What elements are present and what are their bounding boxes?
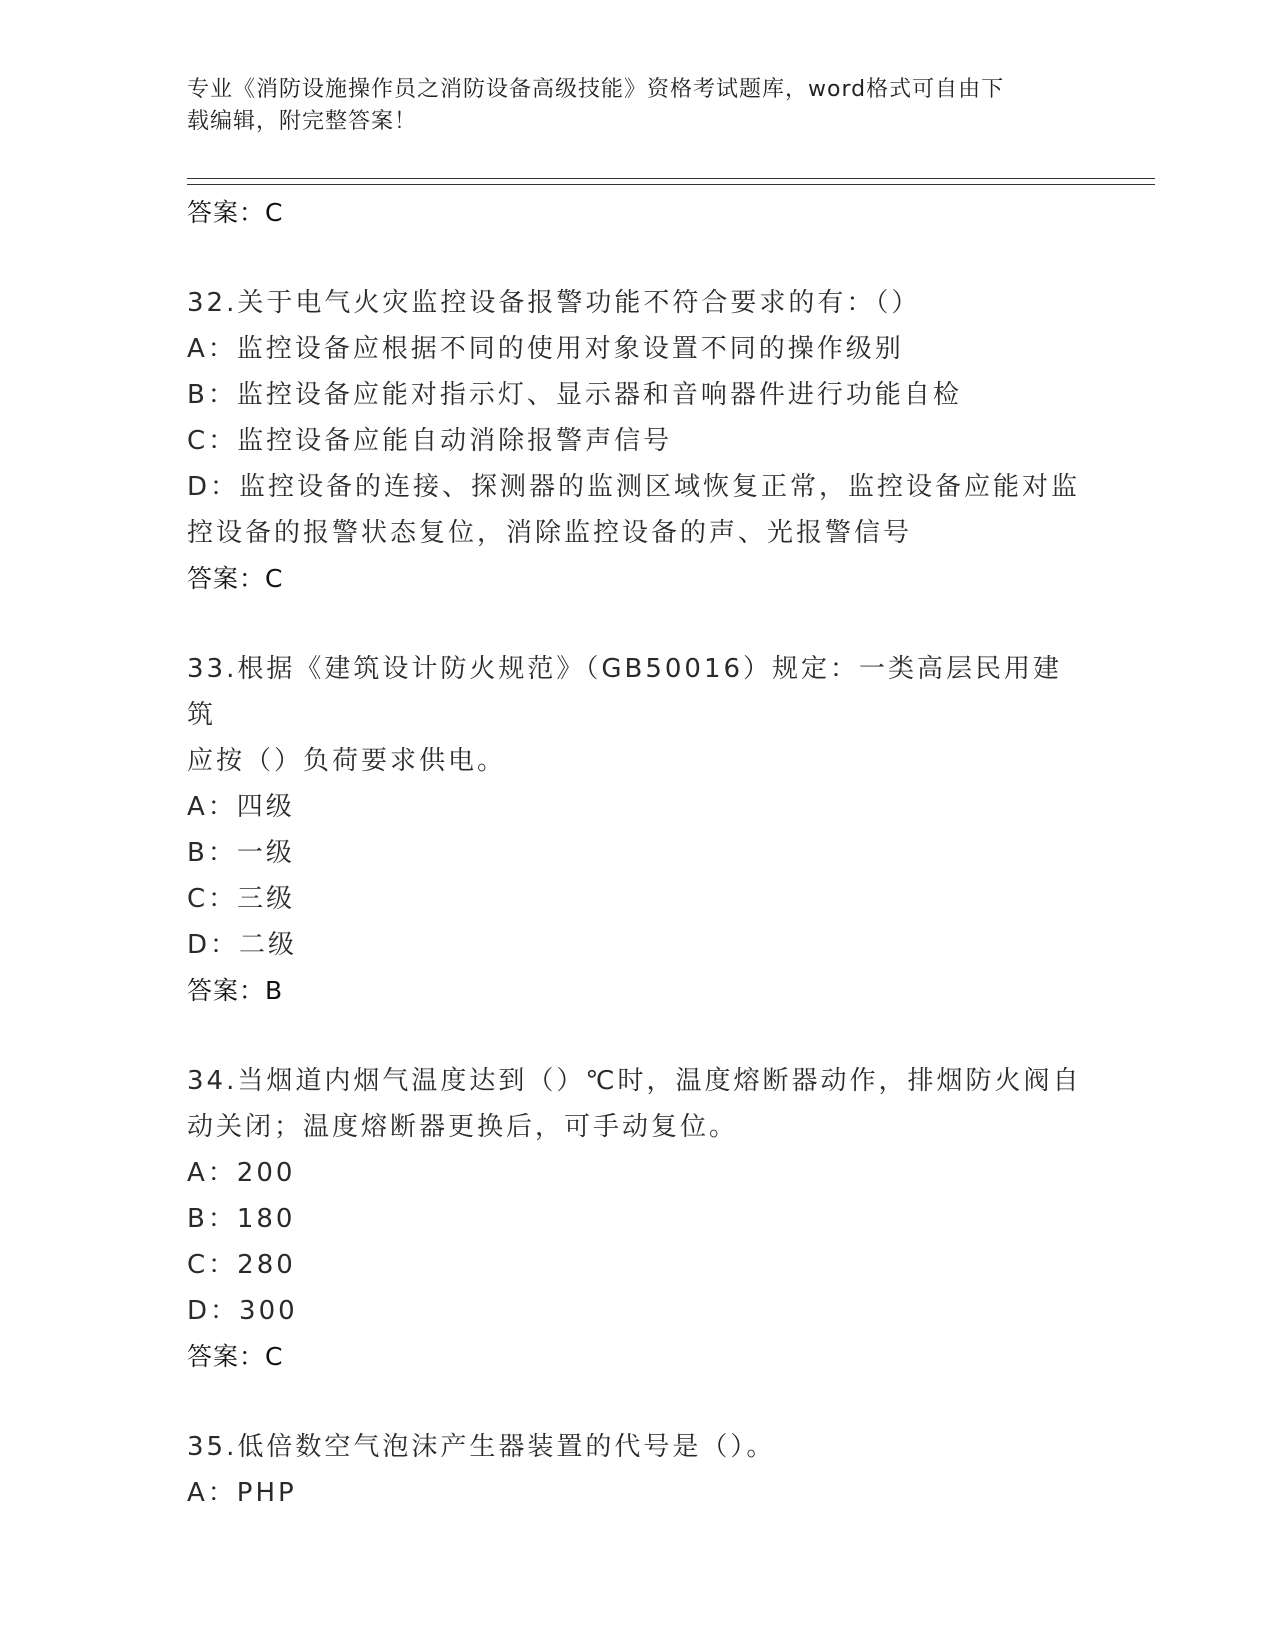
option-b: B：180: [187, 1204, 296, 1234]
answer: 答案：C: [187, 564, 284, 593]
question-stem: 34.当烟道内烟气温度达到（）℃时，温度熔断器动作，排烟防火阀自: [187, 1066, 1082, 1096]
question-stem: 33.根据《建筑设计防火规范》（GB50016）规定：一类高层民用建筑: [187, 654, 1063, 730]
question-stem-continued: 应按（）负荷要求供电。: [187, 746, 507, 776]
option-d: D：二级: [187, 930, 298, 960]
option-c: C：280: [187, 1250, 296, 1280]
header-line-2: 载编辑，附完整答案！: [187, 109, 418, 134]
option-a: A：四级: [187, 792, 295, 822]
previous-answer: 答案：C: [187, 198, 284, 227]
question-33: [187, 646, 1087, 1014]
document-header: [187, 74, 1077, 138]
option-b: B：一级: [187, 838, 295, 868]
answer: 答案：B: [187, 976, 284, 1005]
question-stem-continued: 动关闭；温度熔断器更换后，可手动复位。: [187, 1112, 739, 1142]
question-list: [187, 190, 1087, 1516]
option-b: B：监控设备应能对指示灯、显示器和音响器件进行功能自检: [187, 380, 962, 410]
question-stem: 32.关于电气火灾监控设备报警功能不符合要求的有：（）: [187, 288, 921, 318]
answer: 答案：C: [187, 1342, 284, 1371]
option-c: C：监控设备应能自动消除报警声信号: [187, 426, 673, 456]
option-c: C：三级: [187, 884, 296, 914]
option-d: D：监控设备的连接、探测器的监测区域恢复正常，监控设备应能对监: [187, 472, 1081, 502]
question-34: [187, 1058, 1087, 1380]
header-rule-bottom: [187, 184, 1155, 185]
option-a: A：监控设备应根据不同的使用对象设置不同的操作级别: [187, 334, 904, 364]
question-stem: 35.低倍数空气泡沫产生器装置的代号是（）。: [187, 1432, 776, 1462]
option-d: D：300: [187, 1296, 298, 1326]
question-35: [187, 1424, 1087, 1516]
header-rule-top: [187, 178, 1155, 179]
header-line-1: 专业《消防设施操作员之消防设备高级技能》资格考试题库，word格式可自由下: [187, 77, 1005, 102]
option-d-continued: 控设备的报警状态复位，消除监控设备的声、光报警信号: [187, 518, 913, 548]
question-32: [187, 280, 1087, 602]
option-a: A：PHP: [187, 1478, 297, 1508]
option-a: A：200: [187, 1158, 296, 1188]
